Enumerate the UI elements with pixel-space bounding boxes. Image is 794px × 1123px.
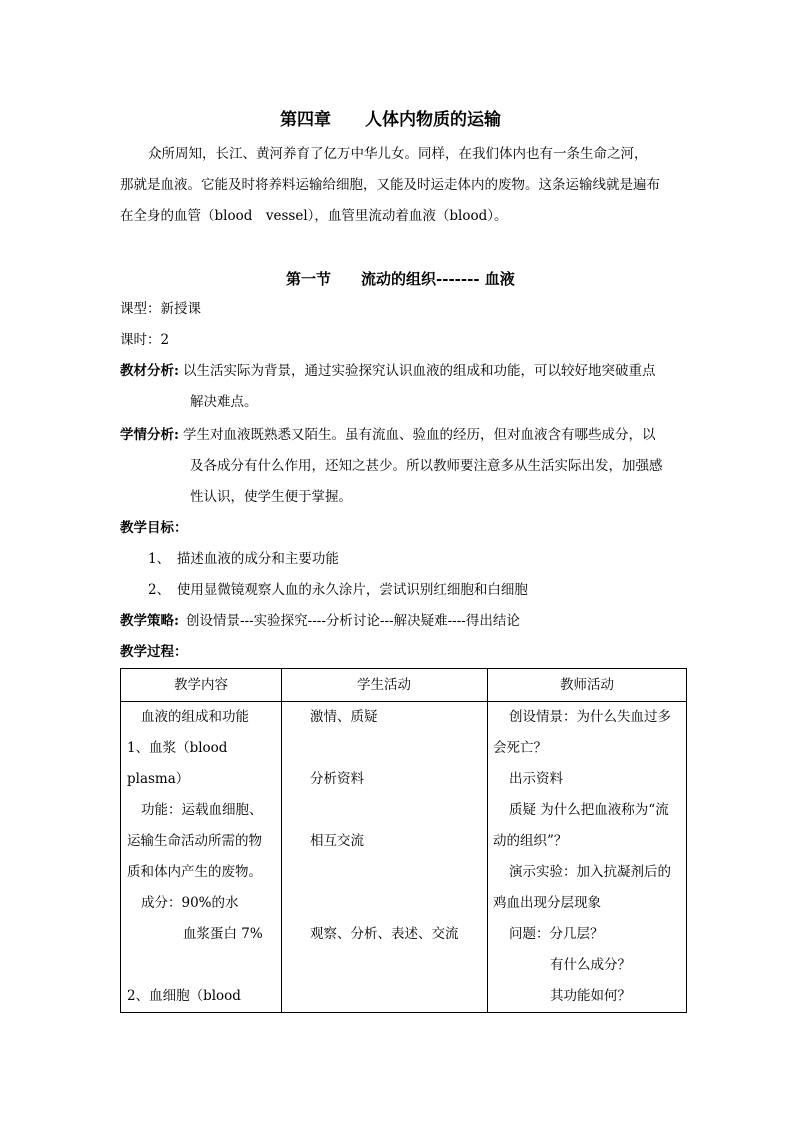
content-line: 质和体内产生的废物。 <box>127 864 262 880</box>
student-activity-line: 激情、质疑 <box>310 709 378 725</box>
objectives-label: 教学目标： <box>120 520 188 536</box>
teacher-activity-line: 有什么成分？ <box>550 957 631 973</box>
content-line: 2、血细胞（blood <box>127 988 241 1004</box>
teacher-activity-line: 其功能如何？ <box>550 988 631 1004</box>
student-activity-line: 相互交流 <box>310 833 364 849</box>
table-column-divider <box>281 669 282 1012</box>
teacher-activity-line: 创设情景：为什么失血过多 <box>509 709 671 725</box>
strategy-label: 教学策略: <box>120 613 179 629</box>
strategy-text: 创设情景---实验探究----分析讨论---解决疑难----得出结论 <box>186 613 520 629</box>
table-header-content: 教学内容 <box>174 677 228 693</box>
teacher-activity-line: 质疑 为什么把血液称为“流 <box>509 802 669 818</box>
intro-line-1: 众所周知，长江、黄河养育了亿万中华儿女。同样，在我们体内也有一条生命之河， <box>148 146 648 162</box>
student-activity-line: 观察、分析、表述、交流 <box>310 926 459 942</box>
content-line: plasma） <box>127 771 190 787</box>
student-analysis-label: 学情分析: <box>120 427 179 443</box>
content-line: 1、血浆（blood <box>127 740 228 756</box>
content-line: 血液的组成和功能 <box>141 709 249 725</box>
lesson-hours: 课时：2 <box>120 332 170 348</box>
intro-line-3: 在全身的血管（blood vessel），血管里流动着血液（blood）。 <box>120 208 508 224</box>
objective-item: 1、 描述血液的成分和主要功能 <box>148 551 339 567</box>
teacher-activity-line: 问题：分几层？ <box>509 926 604 942</box>
teaching-process-table <box>120 668 687 1013</box>
content-line: 功能：运载血细胞、 <box>141 802 263 818</box>
content-line: 运输生命活动所需的物 <box>127 833 262 849</box>
table-column-divider <box>487 669 488 1012</box>
teacher-activity-line: 动的组织”？ <box>493 833 568 849</box>
student-analysis-line: 及各成分有什么作用，还知之甚少。所以教师要注意多从生活实际出发，加强感 <box>190 458 663 474</box>
student-analysis-line: 性认识，使学生便于掌握。 <box>190 489 352 505</box>
section-title: 第一节 流动的组织------- 血液 <box>286 270 515 288</box>
intro-line-2: 那就是血液。它能及时将养料运输给细胞，又能及时运走体内的废物。这条运输线就是遍布 <box>120 177 660 193</box>
teacher-activity-line: 会死亡？ <box>493 740 547 756</box>
process-label: 教学过程： <box>120 644 188 660</box>
lesson-type: 课型：新授课 <box>120 301 201 317</box>
teacher-activity-line: 鸡血出现分层现象 <box>493 895 601 911</box>
material-analysis-line: 解决难点。 <box>190 394 258 410</box>
content-line: 血浆蛋白 7% <box>183 926 263 942</box>
objective-item: 2、 使用显微镜观察人血的永久涂片，尝试识别红细胞和白细胞 <box>148 582 528 598</box>
teacher-activity-line: 演示实验：加入抗凝剂后的 <box>509 864 671 880</box>
content-line: 成分：90%的水 <box>141 895 239 911</box>
chapter-title: 第四章 人体内物质的运输 <box>280 110 501 130</box>
material-analysis-line: 以生活实际为背景，通过实验探究认识血液的组成和功能，可以较好地突破重点 <box>183 363 656 379</box>
student-activity-line: 分析资料 <box>310 771 364 787</box>
student-analysis-line: 学生对血液既熟悉又陌生。虽有流血、验血的经历，但对血液含有哪些成分，以 <box>183 427 656 443</box>
material-analysis-label: 教材分析: <box>120 363 179 379</box>
table-header-student: 学生活动 <box>357 677 411 693</box>
teacher-activity-line: 出示资料 <box>509 771 563 787</box>
table-header-teacher: 教师活动 <box>560 677 614 693</box>
